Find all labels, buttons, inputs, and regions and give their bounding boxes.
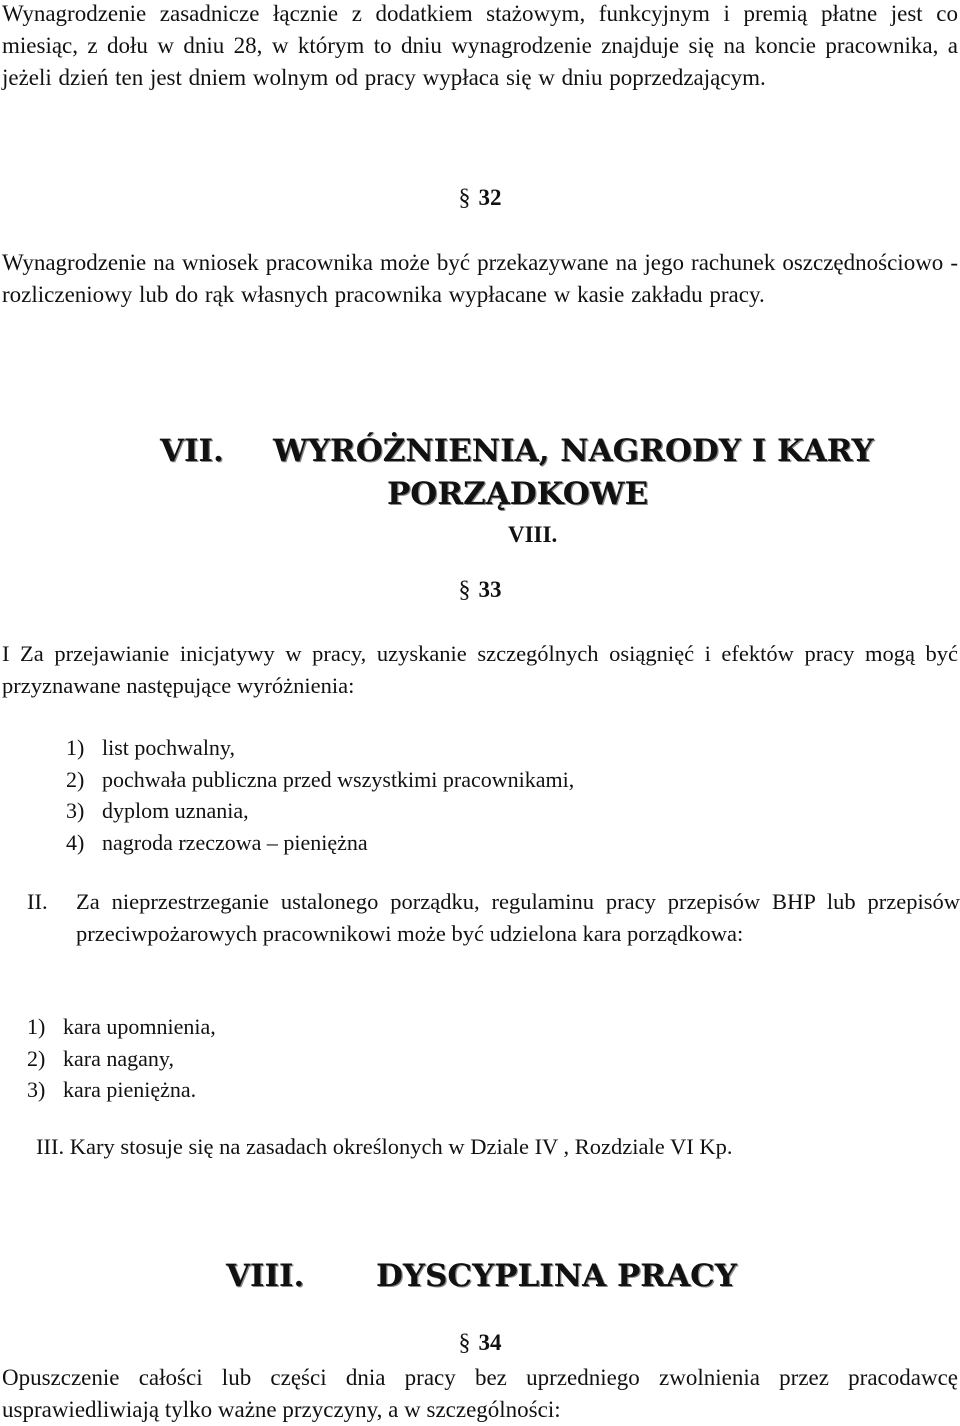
paragraph-33-point-i: I Za przejawianie inicjatywy w pracy, uzyskanie szczególnych osiągnięć i efektów pracy mogą być przyznawane następujące wyróżnienia:	[2, 641, 958, 698]
list-item: 1) list pochwalny,	[66, 735, 235, 760]
penalties-list	[27, 1011, 216, 1106]
chapter-viii-numeral: VIII.	[226, 1258, 305, 1294]
point-ii-text: Za nieprzestrzeganie ustalonego porządku, regulaminu pracy przepisów BHP lub przepisów przeciwpożarowych pracownikowi może być udzielona kara porządkowa:	[76, 889, 960, 946]
section-32-heading	[0, 185, 960, 212]
list-item: 3) kara pieniężna.	[27, 1077, 197, 1102]
paragraph-32: Wynagrodzenie na wniosek pracownika może być przekazywane na jego rachunek oszczędnościowo - rozliczeniowy lub do rąk własnych pracownika wypłacane w kasie zakładu pracy.	[2, 250, 958, 307]
point-iii	[36, 1134, 732, 1160]
chapter-vii-numeral: VII.	[160, 433, 224, 469]
section-sign: §	[458, 185, 471, 211]
section-number: 34	[478, 1330, 502, 1355]
section-34-heading	[0, 1330, 960, 1357]
chapter-viii-title: DYSCYPLINA PRACY	[376, 1258, 737, 1294]
chapter-vii-title-line1: WYRÓŻNIENIA, NAGRODY I KARY	[273, 433, 874, 469]
section-sign: §	[458, 1330, 471, 1356]
section-33-heading	[0, 577, 960, 604]
awards-list	[66, 732, 574, 858]
list-item: 2) kara nagany,	[27, 1045, 174, 1071]
list-item: 4) nagroda rzeczowa – pieniężna	[66, 829, 368, 855]
chapter-sub-numeral: VIII.	[508, 522, 558, 547]
list-item: 2) pochwała publiczna przed wszystkimi pracownikami,	[66, 766, 575, 792]
list-item: 3) dyplom uznania,	[66, 798, 249, 823]
point-iii-label: III.	[36, 1134, 65, 1159]
chapter-vii-title-line2: PORZĄDKOWE	[387, 476, 649, 512]
paragraph-salary-payment: Wynagrodzenie zasadnicze łącznie z dodatkiem stażowym, funkcyjnym i premią płatne jest co miesiąc, z dołu w dniu 28, w którym to dniu wynagrodzenie znajduje się na koncie pracownika, a jeżeli dzień ten jest dniem wolnym od pracy wypłaca się w dniu poprzedzającym.	[2, 1, 958, 90]
section-number: 32	[478, 185, 502, 210]
point-ii-label: II.	[27, 889, 48, 914]
paragraph-34: Opuszczenie całości lub części dnia pracy bez uprzedniego zwolnienia przez pracodawcę usprawiedliwiają tylko ważne przyczyny, a w szczególności:	[2, 1365, 958, 1422]
section-number: 33	[478, 577, 502, 602]
point-iii-text: Kary stosuje się na zasadach określonych w Dziale IV , Rozdziale VI Kp.	[69, 1134, 733, 1159]
list-item: 1) kara upomnienia,	[27, 1014, 216, 1039]
point-ii	[27, 886, 960, 986]
section-sign: §	[458, 577, 471, 603]
